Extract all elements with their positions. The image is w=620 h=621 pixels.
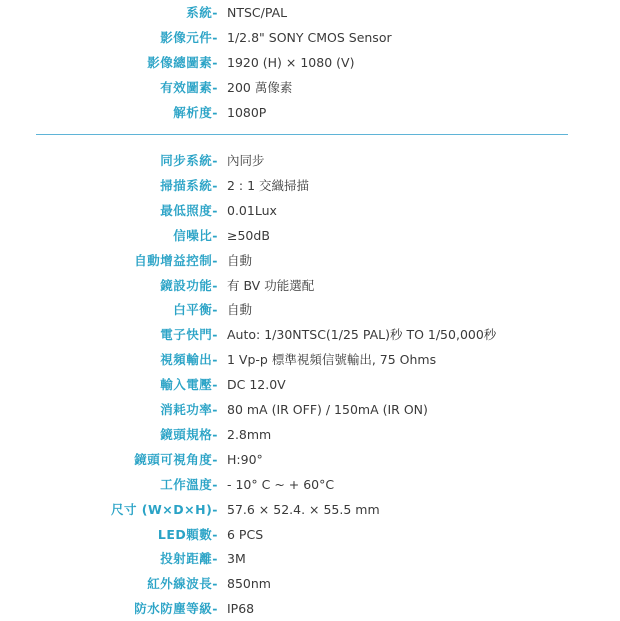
spec-value: 57.6 × 52.4. × 55.5 mm	[227, 501, 380, 517]
spec-value: 1 Vp-p 標準視頻信號輸出, 75 Ohms	[227, 352, 437, 368]
spec-label: 白平衡-	[173, 302, 218, 318]
spec-value: 自動	[227, 252, 253, 268]
spec-value: 850nm	[227, 576, 271, 592]
spec-label: LED顆數-	[157, 526, 218, 542]
spec-label: 信噪比-	[173, 227, 218, 243]
spec-label: 投射距離-	[160, 551, 218, 567]
spec-label: 解析度-	[173, 105, 218, 120]
spec-value: IP68	[227, 601, 255, 617]
spec-label: 輸入電壓-	[160, 377, 218, 393]
spec-value: 2.8mm	[227, 426, 272, 442]
spec-label: 系統-	[186, 5, 218, 20]
spec-row	[0, 397, 620, 422]
spec-value: 2 : 1 交織掃描	[227, 177, 310, 193]
spec-value: 1920 (H) × 1080 (V)	[227, 55, 355, 70]
spec-value: 6 PCS	[227, 526, 264, 542]
spec-row	[0, 75, 620, 100]
spec-value: Auto: 1/30NTSC(1/25 PAL)秒 TO 1/50,000秒	[227, 327, 497, 343]
spec-row	[0, 422, 620, 447]
spec-row	[0, 148, 620, 173]
spec-row	[0, 571, 620, 596]
spec-label: 鏡設功能-	[160, 277, 218, 293]
spec-row	[0, 0, 620, 25]
spec-value: 200 萬像素	[227, 80, 293, 95]
spec-label: 防水防塵等級-	[134, 601, 218, 617]
spec-label: 鏡頭規格-	[160, 426, 218, 442]
spec-row	[0, 372, 620, 397]
spec-row	[0, 347, 620, 372]
spec-value: 1080P	[227, 105, 267, 120]
spec-label: 紅外線波長-	[147, 576, 218, 592]
spec-row	[0, 472, 620, 497]
spec-value: 80 mA (IR OFF) / 150mA (IR ON)	[227, 402, 428, 417]
spec-label: 視頻輸出-	[160, 352, 218, 368]
spec-row	[0, 447, 620, 472]
spec-value: 自動	[227, 302, 253, 318]
spec-label: 自動增益控制-	[134, 252, 218, 268]
spec-label: 電子快門-	[160, 327, 218, 343]
spec-row	[0, 322, 620, 347]
spec-row	[0, 50, 620, 75]
spec-value: 內同步	[227, 153, 265, 168]
spec-label: 影像元件-	[160, 30, 218, 45]
spec-row	[0, 273, 620, 298]
spec-label: 掃描系統-	[160, 177, 218, 193]
spec-row	[0, 25, 620, 50]
spec-row	[0, 198, 620, 223]
spec-row	[0, 248, 620, 273]
spec-label: 最低照度-	[160, 202, 218, 218]
spec-row	[0, 100, 620, 125]
spec-value: 1/2.8" SONY CMOS Sensor	[227, 30, 392, 45]
spec-value: 0.01Lux	[227, 202, 277, 218]
spec-row	[0, 173, 620, 198]
spec-label: 同步系統-	[160, 153, 218, 168]
spec-value: - 10° C ~ + 60°C	[227, 476, 335, 492]
spec-row	[0, 522, 620, 547]
spec-row	[0, 497, 620, 522]
spec-label: 有效圖素-	[160, 80, 218, 95]
spec-value: DC 12.0V	[227, 377, 286, 393]
spec-row	[0, 596, 620, 621]
spec-row	[0, 223, 620, 248]
spec-value: H:90°	[227, 451, 263, 467]
spec-value: 3M	[227, 551, 246, 567]
spec-value: ≥50dB	[227, 227, 270, 243]
spec-value: NTSC/PAL	[227, 5, 288, 20]
spec-value: 有 BV 功能選配	[227, 277, 315, 293]
spec-row	[0, 546, 620, 571]
spec-label: 鏡頭可視角度-	[134, 451, 218, 467]
spec-label: 消耗功率-	[160, 402, 218, 417]
spec-label: 工作溫度-	[160, 476, 218, 492]
spec-row	[0, 297, 620, 322]
spec-label: 影像總圖素-	[147, 55, 218, 70]
spec-label: 尺寸 (W×D×H)-	[110, 501, 218, 517]
section-divider	[36, 134, 568, 135]
